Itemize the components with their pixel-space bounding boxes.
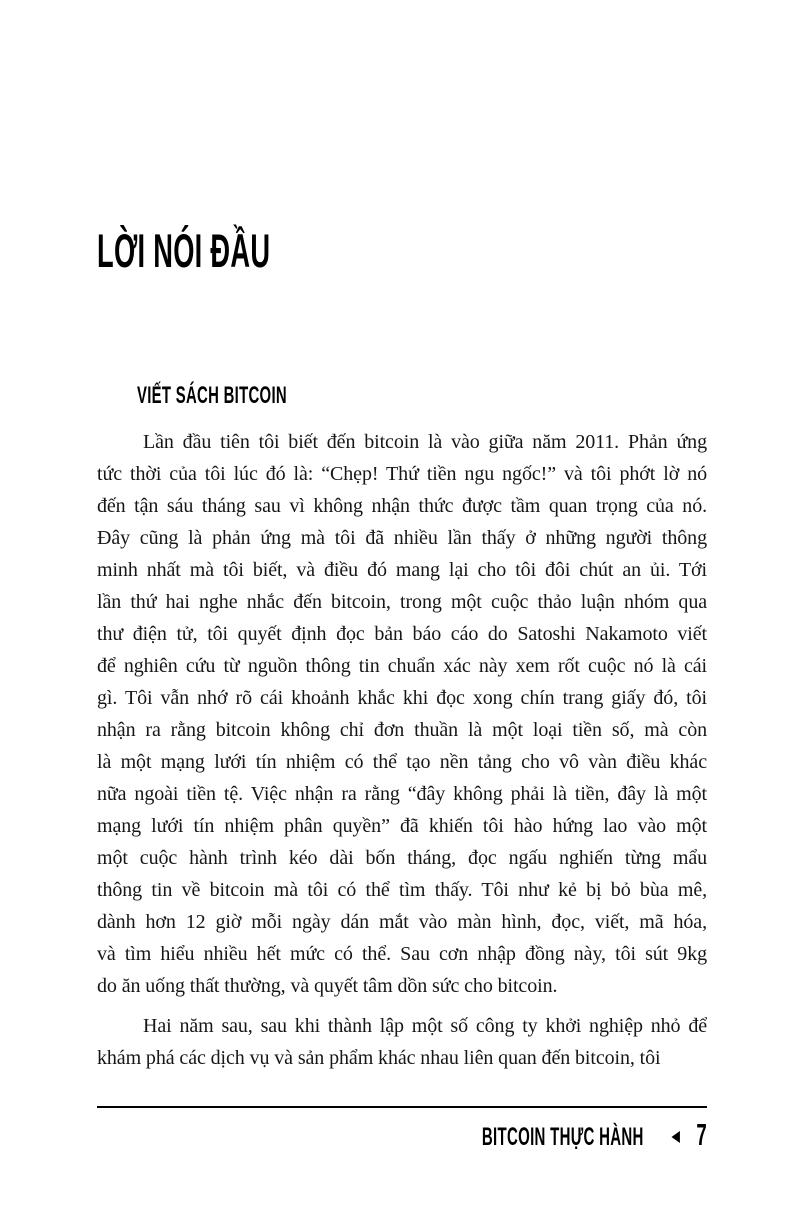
text-line: thư điện tử, tôi quyết định đọc bản báo cáo do Satoshi Nakamoto viết: [97, 623, 707, 645]
page-footer: [482, 1119, 707, 1152]
page-number: 7: [696, 1117, 707, 1152]
text-line: mạng lưới tín nhiệm phân quyền” đã khiến tôi hào hứng lao vào một: [97, 815, 707, 837]
text-line: một cuộc hành trình kéo dài bốn tháng, đọc ngấu nghiến từng mẩu: [97, 847, 707, 869]
paragraph: [97, 1010, 707, 1074]
left-triangle-icon: [671, 1131, 679, 1143]
text-line: Đây cũng là phản ứng mà tôi đã nhiều lần thấy ở những người thông: [97, 527, 707, 549]
paragraph: [97, 426, 707, 1002]
text-line: minh nhất mà tôi biết, và điều đó mang lại cho tôi đôi chút an ủi. Tới: [97, 559, 707, 581]
chapter-title: LỜI NÓI ĐẦU: [97, 224, 271, 277]
running-title: BITCOIN THỰC HÀNH: [482, 1123, 644, 1151]
section-heading: VIẾT SÁCH BITCOIN: [137, 382, 287, 409]
footer-rule: [97, 1106, 707, 1108]
text-line: nhận ra rằng bitcoin không chỉ đơn thuần là một loại tiền số, mà còn: [97, 719, 707, 741]
text-line: dành hơn 12 giờ mỗi ngày dán mắt vào màn hình, đọc, viết, mã hóa,: [97, 911, 707, 933]
text-line: đến tận sáu tháng sau vì không nhận thức được tầm quan trọng của nó.: [97, 495, 707, 517]
text-line: nữa ngoài tiền tệ. Việc nhận ra rằng “đây không phải là tiền, đây là một: [97, 783, 707, 805]
text-line: là một mạng lưới tín nhiệm có thể tạo nền tảng cho vô vàn điều khác: [97, 751, 707, 773]
text-line: tức thời của tôi lúc đó là: “Chẹp! Thứ tiền ngu ngốc!” và tôi phớt lờ nó: [97, 463, 707, 485]
text-line: Lần đầu tiên tôi biết đến bitcoin là vào giữa năm 2011. Phản ứng: [143, 431, 707, 453]
text-line: để nghiên cứu từ nguồn thông tin chuẩn xác này xem rốt cuộc nó là cái: [97, 655, 707, 677]
text-line: thông tin về bitcoin mà tôi có thể tìm thấy. Tôi như kẻ bị bỏ bùa mê,: [97, 879, 707, 901]
text-line: do ăn uống thất thường, và quyết tâm dồn sức cho bitcoin.: [97, 975, 558, 997]
text-line: khám phá các dịch vụ và sản phẩm khác nhau liên quan đến bitcoin, tôi: [97, 1047, 661, 1069]
text-line: gì. Tôi vẫn nhớ rõ cái khoảnh khắc khi đọc xong chín trang giấy đó, tôi: [97, 687, 707, 709]
body-text: [97, 426, 707, 1074]
text-line: Hai năm sau, sau khi thành lập một số công ty khởi nghiệp nhỏ để: [143, 1015, 707, 1037]
text-line: lần thứ hai nghe nhắc đến bitcoin, trong một cuộc thảo luận nhóm qua: [97, 591, 707, 613]
text-line: và tìm hiểu nhiều hết mức có thể. Sau cơn nhập đồng này, tôi sút 9kg: [97, 943, 707, 965]
